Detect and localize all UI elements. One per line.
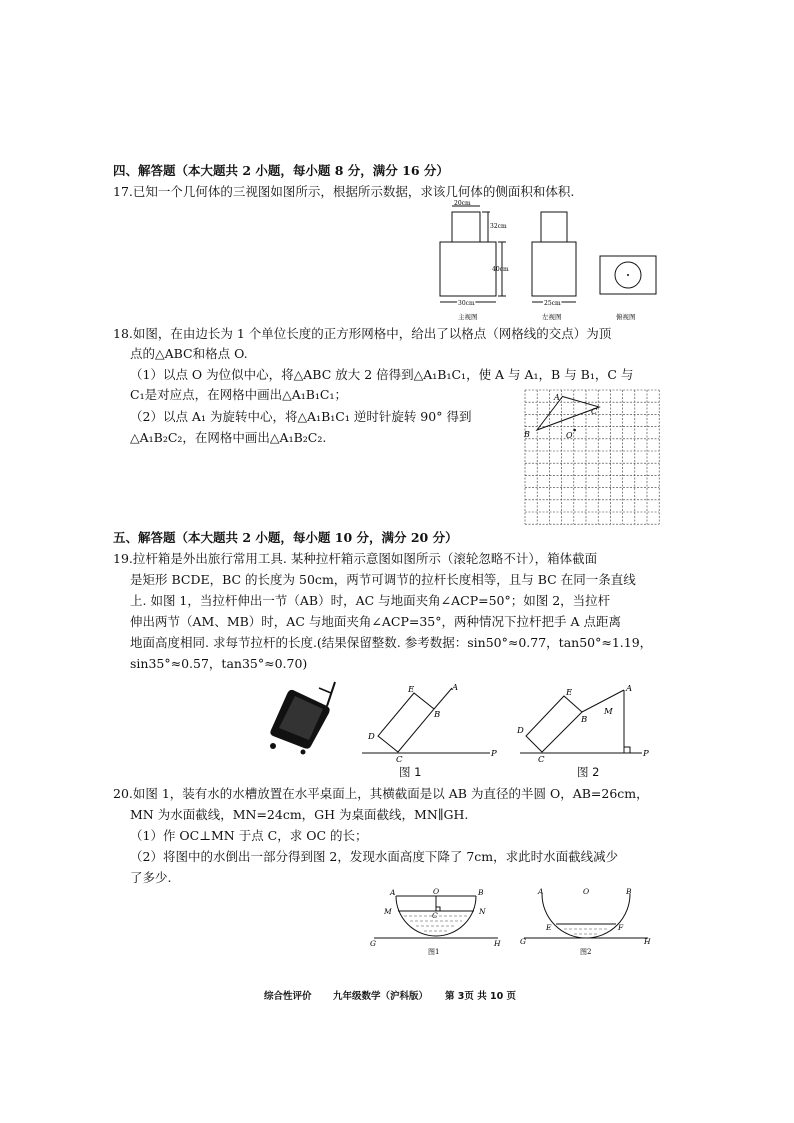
q19-line-4: 伸出两节（AM、MB）时，AC 与地面夹角∠ACP=35°，两种情况下拉杆把手 A 点距离 [130,614,621,629]
q18-grid [520,385,660,535]
q20f1-label-b: B [478,888,484,897]
q20f1-label-a: A [390,888,396,897]
right-angle-mark [624,747,630,753]
q20f2-label-h: H [644,937,651,946]
case-rectangle [378,693,434,752]
dim-40: 40cm [492,266,509,273]
q18-line-5: （2）以点 A₁ 为旋转中心，将△A₁B₁C₁ 逆时针旋转 90° 得到 [130,409,472,424]
fig1-label-e: E [408,685,415,695]
dim-20: 20cm [454,200,471,207]
q20-line-4: （2）将图中的水倒出一部分得到图 2，发现水面高度下降了 7cm，求此时水面截线减少 [130,849,619,864]
q19-caption-1: 图 1 [399,765,422,779]
main-view-label: 主视图 [458,313,478,321]
fig1-label-p: P [491,749,497,759]
q20f1-label-h: H [494,939,501,948]
q20f2-label-a: A [538,887,544,896]
rod-ab [434,688,452,709]
q18-line-1: 18.如图，在由边长为 1 个单位长度的正方形网格中，给出了以格点（网格线的交点）为顶 [113,326,612,341]
q20-figure-1 [368,882,508,960]
q20f1-label-m: M [384,907,392,916]
rod-am-mb [582,690,624,712]
fig2-label-m: M [604,707,613,717]
fig2-label-d: D [517,726,524,736]
top-view-label: 俯视图 [616,313,636,321]
q20-line-3: （1）作 OC⊥MN 于点 C，求 OC 的长； [130,828,368,843]
footer-middle: 九年级数学（沪科版） [333,991,429,1002]
footer-page: 第 3页 共 10 页 [445,991,517,1002]
section4-heading: 四、解答题（本大题共 2 小题，每小题 8 分，满分 16 分） [113,163,449,178]
q20-line-5: 了多少. [130,870,172,885]
point-o [573,429,576,432]
q20f2-label-g: G [520,937,526,946]
fig2-label-b: B [581,715,588,725]
q20-caption-1: 图1 [428,948,440,956]
triangle-abc [537,397,599,431]
main-view-bottom-rect [440,242,496,296]
q19-line-3: 上. 如图 1，当拉杆伸出一节（AB）时，AC 与地面夹角∠ACP=50°；如图 2，当拉杆 [130,593,611,608]
left-view-bottom-rect [532,242,576,296]
q20f2-label-b: B [626,887,632,896]
q19-line-6: sin35°≈0.57，tan35°≈0.70) [130,656,308,671]
label-o: O [566,431,573,440]
q20-line-1: 20.如图 1，装有水的水槽放置在水平桌面上，其横截面是以 AB 为直径的半圆 O，AB=26cm， [113,786,649,801]
suitcase-illustration [265,680,345,755]
q20f1-label-o: O [433,887,440,896]
q18-line-3: （1）以点 O 为位似中心，将△ABC 放大 2 倍得到△A₁B₁C₁，使 A 与 A₁，B 与 B₁，C 与 [130,367,634,382]
left-view-label: 左视图 [542,313,562,321]
label-c: C [591,407,598,416]
q18-line-2: 点的△ABC和格点 O. [130,346,248,361]
q19-line-5: 地面高度相同. 求每节拉杆的长度.(结果保留整数. 参考数据：sin50°≈0.77，tan50°≈1.19， [130,635,653,650]
footer-left: 综合性评价 [264,991,312,1002]
q20-figure-2 [518,882,658,960]
q20-caption-2: 图2 [580,948,592,956]
case-rectangle [526,696,582,752]
fig2-label-p: P [643,749,649,759]
q20f2-label-e: E [546,923,552,932]
q19-caption-2: 图 2 [577,765,600,779]
fig1-label-d: D [368,732,375,742]
q18-line-4: C₁是对应点，在网格中画出△A₁B₁C₁； [130,387,347,402]
dim-25: 25cm [544,300,561,307]
q19-figure-1 [362,680,502,764]
q19-figure-2 [512,680,662,764]
main-view-top-rect [452,212,480,242]
fig2-label-a: A [626,684,633,694]
q20f1-label-g: G [370,939,376,948]
fig1-label-a: A [452,683,459,693]
fig2-label-e: E [566,688,573,698]
q19-line-2: 是矩形 BCDE，BC 的长度为 50cm，两节可调节的拉杆长度相等，且与 BC 在同一条直线 [130,572,636,587]
q17-text: 17.已知一个几何体的三视图如图所示，根据所示数据，求该几何体的侧面积和体积. [113,184,575,199]
dim-32: 32cm [490,223,507,230]
semicircle [542,894,630,938]
q20f1-label-n: N [479,907,486,916]
q20f1-label-c: C [432,911,438,920]
q20f2-label-o: O [583,887,590,896]
q17-three-views [432,198,662,324]
fig1-label-c: C [396,755,403,764]
section5-heading: 五、解答题（本大题共 2 小题，每小题 10 分，满分 20 分） [113,530,458,545]
q18-line-6: △A₁B₂C₂，在网格中画出△A₁B₂C₂. [130,430,327,445]
label-a: A [554,393,560,402]
dim-30: 30cm [458,300,475,307]
q19-line-1: 19.拉杆箱是外出旅行常用工具. 某种拉杆箱示意图如图所示（滚轮忽略不计），箱体截面 [113,551,598,566]
left-view-top-rect [541,212,567,242]
fig2-label-c: C [538,755,545,764]
fig1-label-b: B [434,710,441,720]
q20f2-label-f: F [618,923,624,932]
label-b: B [524,430,530,439]
q20-line-2: MN 为水面截线，MN=24cm，GH 为桌面截线，MN∥GH. [130,807,469,822]
